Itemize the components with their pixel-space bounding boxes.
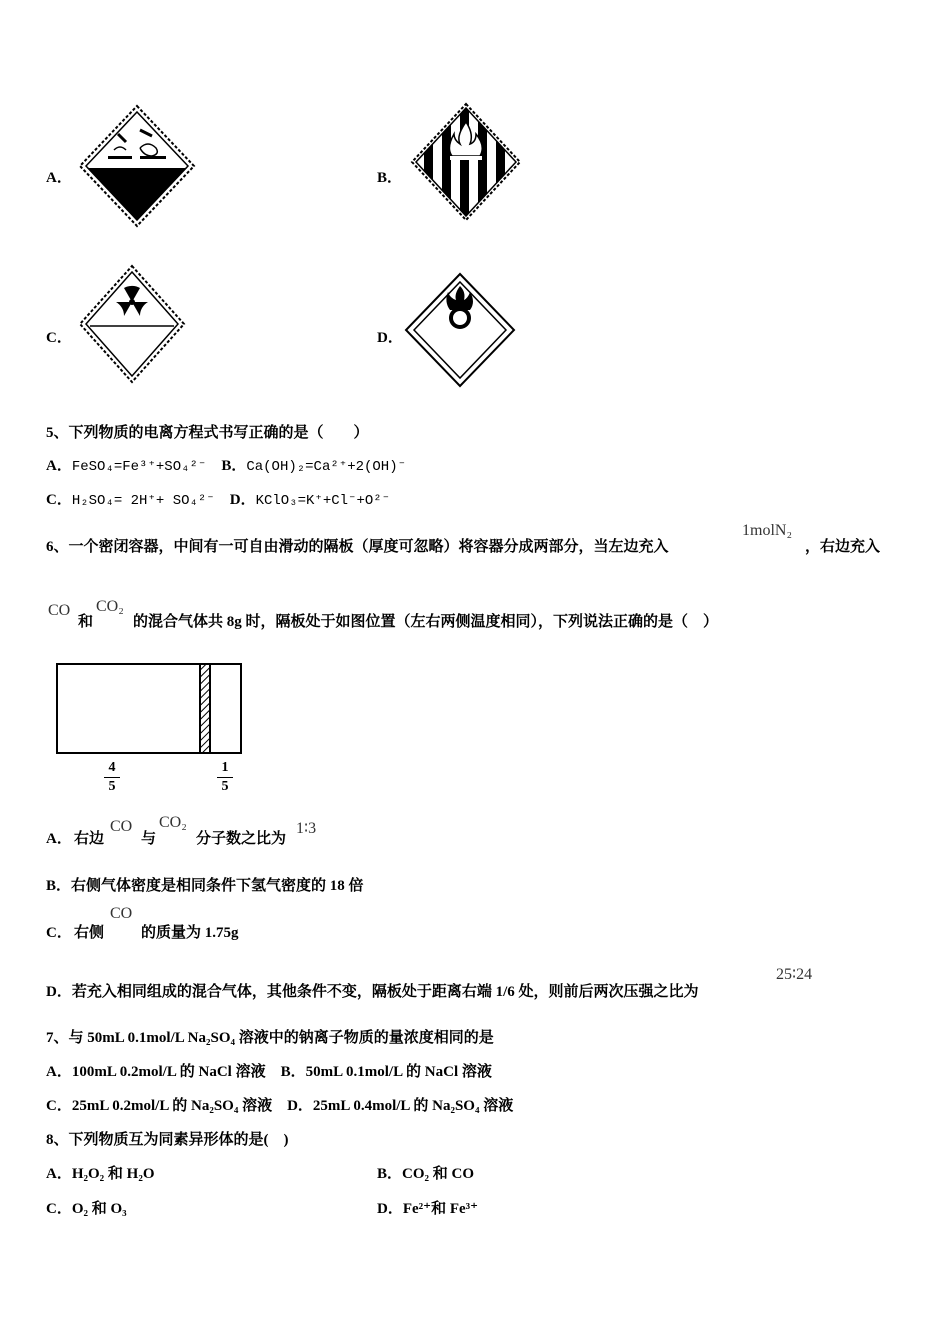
q6-option-d: D．若充入相同组成的混合气体，其他条件不变，隔板处于距离右端 1/6 处，则前后两次压强之比为: [46, 984, 699, 1000]
q4-option-a-label: A．: [46, 170, 72, 186]
q6-option-a-co2: CO₂: [159, 814, 187, 831]
oxidizer-hazard-icon: [404, 272, 516, 388]
q5-option-b-label: B．: [221, 458, 247, 474]
q6-option-c-part1: 右侧: [74, 925, 105, 941]
q5-option-c-label: C．: [46, 492, 72, 508]
flammable-solid-hazard-icon: [410, 102, 522, 222]
container-partition-figure: [54, 660, 248, 758]
q6-option-d-ratio: 25∶24: [776, 966, 813, 983]
q6-option-c-part2: 的质量为 1.75g: [141, 925, 239, 941]
q6-stem-part3: 的混合气体共 8g 时，隔板处于如图位置（左右两侧温度相同），下列说法正确的是（ ）: [133, 614, 719, 630]
q5-option-a-label: A．: [46, 458, 72, 474]
q5-stem: 5、下列物质的电离方程式书写正确的是（ ）: [46, 425, 369, 441]
q7-options-cd: C．25mL 0.2mol/L 的 Na₂SO₄ 溶液 D．25mL 0.4mol/L 的 Na₂SO₄ 溶液: [46, 1098, 514, 1114]
q8-option-a: A．H₂O₂ 和 H₂O: [46, 1166, 155, 1182]
q6-option-a-label: A．: [46, 831, 72, 847]
corrosive-hazard-icon: [78, 104, 196, 228]
q6-stem-part2: ，右边充入: [805, 539, 881, 555]
q8-stem: 8、下列物质互为同素异形体的是( ): [46, 1132, 289, 1148]
fraction-bar: [104, 777, 120, 778]
q5-option-b-formula: Ca(OH)₂=Ca²⁺+2(OH)⁻: [246, 459, 407, 475]
q6-co2-formula: CO₂: [96, 598, 124, 615]
q6-option-a-yu: 与: [141, 831, 157, 847]
q4-option-d-label: D．: [377, 330, 403, 346]
q6-option-a-part2: 分子数之比为: [196, 831, 287, 847]
q6-fig-right-fraction: [217, 760, 233, 795]
q6-option-a-ratio: 1∶3: [296, 820, 317, 837]
q8-option-b: B．CO₂ 和 CO: [377, 1166, 475, 1182]
q5-option-c-formula: H₂SO₄= 2H⁺+ SO₄²⁻: [71, 493, 215, 509]
q6-he: 和: [78, 614, 94, 630]
q6-option-c-co: CO: [110, 905, 133, 922]
fraction-denominator: 5: [108, 779, 116, 794]
q5-options-cd: [46, 488, 390, 509]
q6-co-formula: CO: [48, 602, 71, 619]
q6-option-b: B．右侧气体密度是相同条件下氢气密度的 18 倍: [46, 878, 364, 894]
q5-options-ab: [46, 454, 406, 475]
q6-n2-formula: 1molN₂: [742, 522, 793, 539]
q5-option-a-formula: FeSO₄=Fe³⁺+SO₄²⁻: [71, 459, 207, 475]
radioactive-hazard-icon: [78, 264, 186, 384]
q5-option-d-formula: KClO₃=K⁺+Cl⁻+O²⁻: [255, 493, 391, 509]
q6-option-a-co: CO: [110, 818, 133, 835]
q5-option-d-label: D．: [229, 492, 256, 508]
q8-option-d: D．Fe²⁺和 Fe³⁺: [377, 1201, 479, 1217]
fraction-numerator: 4: [108, 760, 116, 775]
q6-option-c-label: C．: [46, 925, 72, 941]
q8-option-c: C．O₂ 和 O₃: [46, 1201, 127, 1217]
q6-stem-part1: 6、一个密闭容器，中间有一可自由滑动的隔板（厚度可忽略）将容器分成两部分，当左边充入: [46, 539, 669, 555]
q7-stem: 7、与 50mL 0.1mol/L Na₂SO₄ 溶液中的钠离子物质的量浓度相同的是: [46, 1030, 494, 1046]
q7-options-ab: A．100mL 0.2mol/L 的 NaCl 溶液 B．50mL 0.1mol/L 的 NaCl 溶液: [46, 1064, 492, 1080]
partition-board: [200, 664, 210, 753]
fraction-bar: [217, 777, 233, 778]
q4-option-b-label: B．: [377, 170, 403, 186]
q4-option-c-label: C．: [46, 330, 72, 346]
q6-fig-left-fraction: [104, 760, 120, 795]
fraction-denominator: 5: [221, 779, 229, 794]
fraction-numerator: 1: [221, 760, 229, 775]
q6-option-a-part1: 右边: [74, 831, 105, 847]
